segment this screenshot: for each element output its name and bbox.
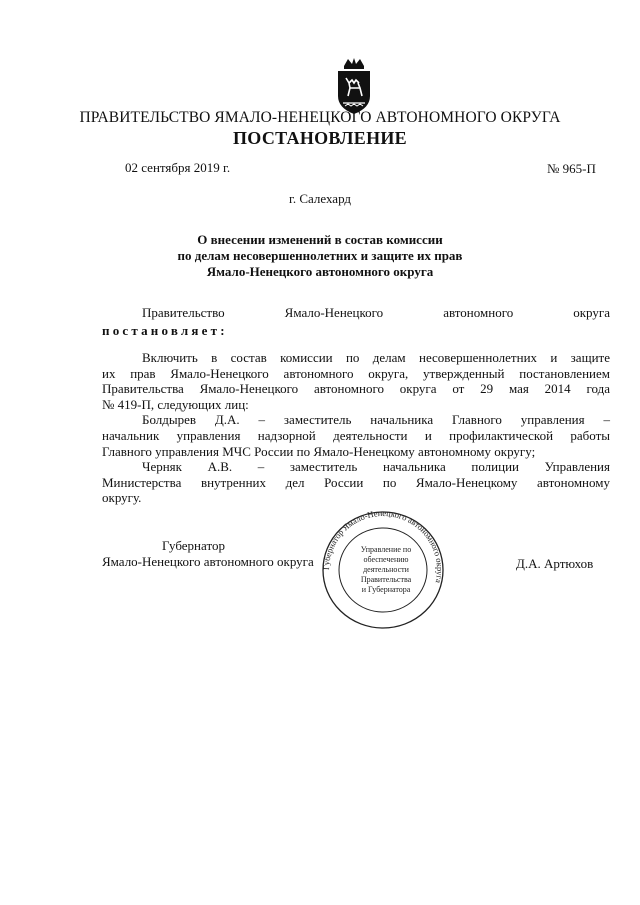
- body-paragraph: [102, 350, 610, 412]
- body-line: Включить в состав комиссии по делам несовершеннолетних и защите: [142, 350, 610, 365]
- coat-of-arms-icon: [330, 56, 378, 116]
- preamble: [102, 305, 610, 339]
- document-body: [102, 350, 610, 506]
- subject-line: О внесении изменений в состав комиссии: [197, 232, 443, 247]
- body-line: начальник управления надзорной деятельности и профилактической работы: [102, 427, 610, 443]
- resolves-word: постановляет:: [102, 323, 228, 338]
- seal-inner-line: обеспечению: [363, 555, 409, 564]
- signatory-region: Ямало-Ненецкого автономного округа: [102, 554, 314, 569]
- preamble-word: автономного: [443, 305, 514, 320]
- document-city: г. Салехард: [288, 191, 352, 206]
- body-line: Главного управления МЧС России по Ямало-Ненецкому автономному округу;: [102, 443, 536, 459]
- document-type: ПОСТАНОВЛЕНИЕ: [233, 128, 407, 148]
- preamble-word: Ямало-Ненецкого: [284, 305, 384, 320]
- seal-inner-line: и Губернатора: [361, 585, 411, 594]
- preamble-word: Правительство: [142, 305, 225, 320]
- body-paragraph: [102, 459, 610, 506]
- seal-inner-line: Правительства: [360, 575, 412, 584]
- body-line: их прав Ямало-Ненецкого автономного округа, утвержденный постановлением: [102, 365, 610, 381]
- signatory-title: Губернатор: [162, 538, 225, 553]
- organization-name: ПРАВИТЕЛЬСТВО ЯМАЛО-НЕНЕЦКОГО АВТОНОМНОГО ОКРУГА: [79, 109, 561, 126]
- seal-outer-text: Губернатор Ямало-Ненецкого автономного округа: [320, 508, 446, 585]
- body-line: округу.: [102, 490, 142, 506]
- seal-inner-line: деятельности: [363, 565, 409, 574]
- subject-line: Ямало-Ненецкого автономного округа: [206, 264, 434, 279]
- body-line: Правительства Ямало-Ненецкого автономного округа от 29 мая 2014 года: [102, 381, 610, 397]
- document-date: 02 сентября 2019 г.: [125, 160, 231, 175]
- body-line: Министерства внутренних дел России по Ямало-Ненецкому автономному: [102, 474, 610, 490]
- preamble-word: округа: [573, 305, 610, 320]
- document-number: № 965-П: [547, 161, 596, 176]
- body-line: Болдырев Д.А. – заместитель начальника Главного управления –: [142, 412, 610, 428]
- official-seal-icon: [318, 508, 448, 632]
- body-paragraph: [102, 412, 610, 459]
- seal-inner-line: Управление по: [360, 545, 412, 554]
- subject-line: по делам несовершеннолетних и защите их прав: [177, 248, 463, 263]
- body-line: № 419-П, следующих лиц:: [102, 396, 249, 412]
- document-subject: [0, 232, 640, 280]
- signatory-name: Д.А. Артюхов: [516, 556, 594, 571]
- body-line: Черняк А.В. – заместитель начальника полиции Управления: [142, 459, 610, 475]
